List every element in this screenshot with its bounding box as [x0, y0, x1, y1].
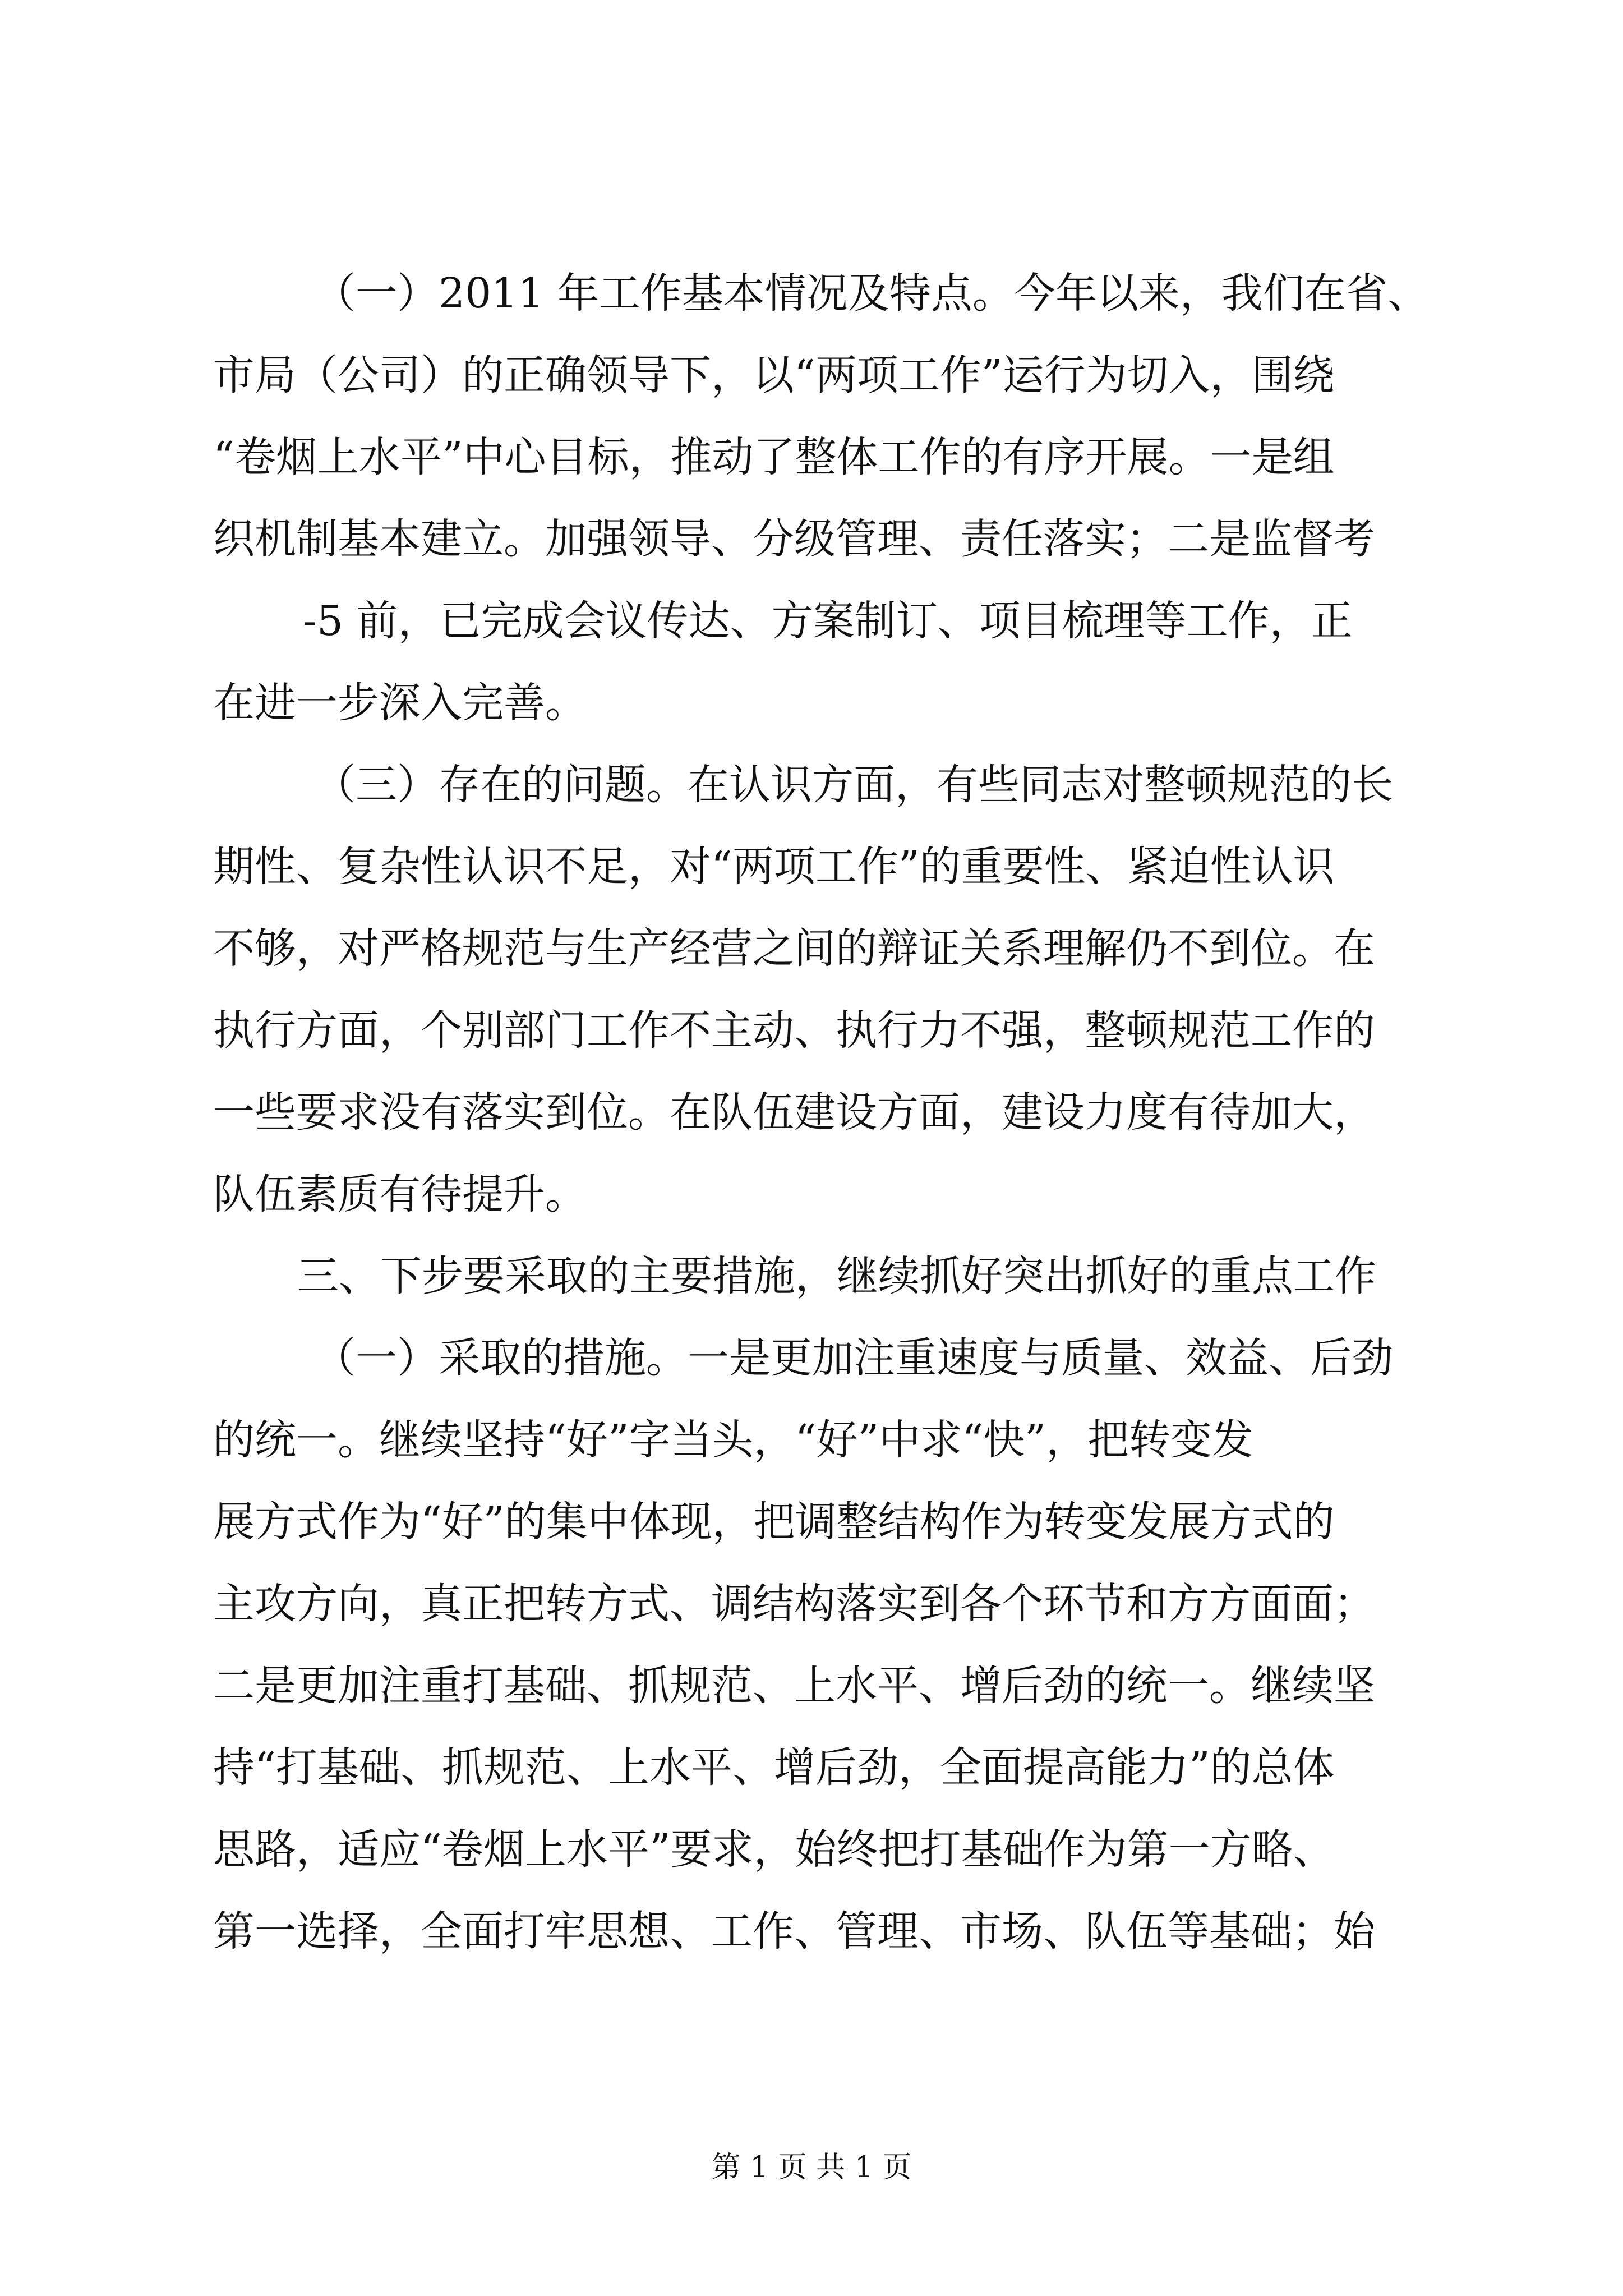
text-line-20: 思路，适应“卷烟上水平”要求，始终把打基础作为第一方略、: [213, 1825, 1335, 1874]
text-line-7: （三）存在的问题。在认识方面，有些同志对整顿规范的长: [314, 761, 1393, 809]
text-line-3: “卷烟上水平”中心目标，推动了整体工作的有序开展。一是组: [213, 433, 1335, 481]
text-line-4: 织机制基本建立。加强领导、分级管理、责任落实；二是监督考: [213, 515, 1375, 563]
text-line-9: 不够，对严格规范与生产经营之间的辩证关系理解仍不到位。在: [213, 924, 1375, 973]
text-line-14: （一）采取的措施。一是更加注重速度与质量、效益、后劲: [314, 1334, 1393, 1382]
section-heading: 三、下步要采取的主要措施，继续抓好突出抓好的重点工作: [297, 1252, 1376, 1300]
text-line-2: 市局（公司）的正确领导下，以“两项工作”运行为切入，围绕: [213, 351, 1335, 399]
text-line-21: 第一选择，全面打牢思想、工作、管理、市场、队伍等基础；始: [213, 1907, 1375, 1955]
text-line-16: 展方式作为“好”的集中体现，把调整结构作为转变发展方式的: [213, 1498, 1335, 1546]
text-line-15: 的统一。继续坚持“好”字当头，“好”中求“快”，把转变发: [213, 1416, 1253, 1464]
text-line-5: -5 前，已完成会议传达、方案制订、项目梳理等工作，正: [303, 597, 1353, 645]
page-footer: 第 1 页 共 1 页: [711, 2151, 912, 2184]
text-line-6: 在进一步深入完善。: [213, 679, 587, 727]
text-line-19: 持“打基础、抓规范、上水平、增后劲，全面提高能力”的总体: [213, 1743, 1335, 1792]
text-line-10: 执行方面，个别部门工作不主动、执行力不强，整顿规范工作的: [213, 1006, 1375, 1055]
text-line-11: 一些要求没有落实到位。在队伍建设方面，建设力度有待加大，: [213, 1088, 1375, 1137]
text-line-1: （一）2011 年工作基本情况及特点。今年以来，我们在省、: [314, 269, 1429, 318]
text-line-18: 二是更加注重打基础、抓规范、上水平、增后劲的统一。继续坚: [213, 1662, 1375, 1710]
text-line-8: 期性、复杂性认识不足，对“两项工作”的重要性、紧迫性认识: [213, 843, 1335, 891]
text-line-17: 主攻方向，真正把转方式、调结构落实到各个环节和方方面面；: [213, 1580, 1375, 1628]
text-line-12: 队伍素质有待提升。: [213, 1170, 587, 1218]
